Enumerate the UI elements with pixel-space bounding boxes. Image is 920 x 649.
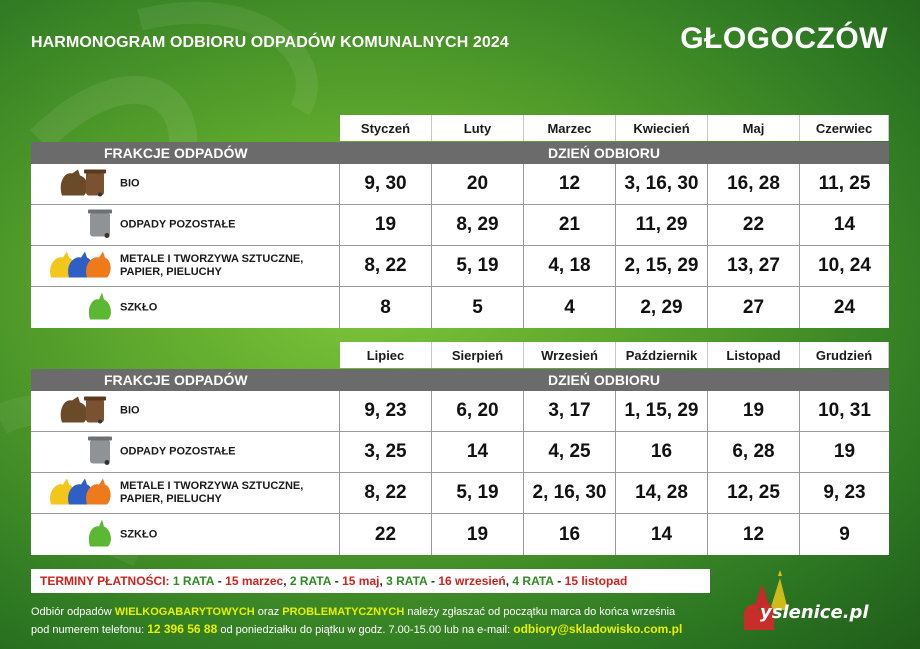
months-header-row [340,115,889,141]
payment-installment-4: 4 RATA [512,574,554,588]
logo-text: yslenice.pl [760,602,869,623]
green-bag-icon [88,516,114,553]
grey-bin-icon [87,434,113,471]
pickup-day-cell: 12 [708,514,800,555]
table-body [31,164,889,328]
payment-installment-2: 2 RATA [289,574,332,588]
schedule-table-jan-jun [31,115,889,340]
fractions-label: FRAKCJE ODPADÓW [104,145,248,161]
pickup-day-cell: 4 [524,287,616,328]
table-header-band [31,369,889,391]
pickup-day-cell: 14 [432,432,524,472]
pickup-day-cell: 5, 19 [432,246,524,286]
pickup-day-cell: 14, 28 [616,473,708,513]
pickup-day-cell: 2, 15, 29 [616,246,708,286]
bio-bag-and-bin-icon [58,166,108,203]
pickup-day-cell: 27 [708,287,800,328]
pickup-day-cell: 22 [340,514,432,555]
pickup-day-cell: 9, 23 [823,482,866,503]
pickup-day-cell: 6, 28 [708,432,800,472]
pickup-day-cell: 22 [708,205,800,245]
fraction-cell [31,287,340,328]
pickup-day-cell: 9, 30 [340,164,432,204]
payment-date-2: 15 maj [342,574,380,588]
pickup-day-cell: 5, 19 [432,473,524,513]
month-header: Sierpień [432,342,524,368]
table-body [31,391,889,555]
months-header-row [340,342,889,368]
page-title: HARMONOGRAM ODBIORU ODPADÓW KOMUNALNYCH 2024 [31,34,509,51]
pickup-day-cell: 19 [432,514,524,555]
month-header: Listopad [708,342,800,368]
table-row [31,246,889,287]
table-row [31,473,889,514]
pickup-day-cell: 8 [340,287,432,328]
table-row [31,205,889,246]
pickup-day-cell: 16 [616,432,708,472]
pickup-day-cell: 10, 31 [818,400,871,421]
fraction-cell [31,432,340,472]
phone-number[interactable]: 12 396 56 88 [147,622,218,636]
pickup-day-label: DZIEŃ ODBIORU [548,372,660,388]
green-bag-icon [88,289,114,326]
pickup-day-cell: 13, 27 [708,246,800,286]
pickup-day-label: DZIEŃ ODBIORU [548,145,660,161]
pickup-day-cell: 4, 18 [524,246,616,286]
bio-bag-and-bin-icon [58,393,108,430]
grey-bin-icon [87,207,113,244]
payment-date-1: 15 marzec [225,574,284,588]
fractions-label: FRAKCJE ODPADÓW [104,372,248,388]
schedule-table-jul-dec [31,342,889,560]
pickup-day-cell: 16 [524,514,616,555]
footer-info [31,604,731,639]
month-header: Czerwiec [800,115,889,141]
footer-line-1: Odbiór odpadów WIELKOGABARYTOWYCH oraz PROBLEMATYCZNYCH należy zgłaszać od początku marca do końca września [31,606,676,618]
footer-line-2: pod numerem telefonu: 12 396 56 88 od poniedziałku do piątku w godz. 7.00-15.00 lub na e-mail: odbiory@skladowisko.com.pl [31,622,683,636]
pickup-day-cell: 16, 28 [708,164,800,204]
pickup-day-cell: 24 [833,296,856,318]
email-link[interactable]: odbiory@skladowisko.com.pl [513,622,683,636]
pickup-day-cell: 20 [432,164,524,204]
fraction-label: BIO [120,177,140,190]
pickup-day-cell: 14 [833,214,856,235]
fraction-label: METALE I TWORZYWA SZTUCZNE, PAPIER, PIELUCHY [120,253,304,278]
pickup-day-cell: 9 [839,523,850,545]
table-header-band [31,142,889,164]
myslenice-logo[interactable] [742,568,892,638]
month-header: Luty [432,115,524,141]
pickup-day-cell: 12, 25 [708,473,800,513]
fraction-label: SZKŁO [120,528,158,540]
pickup-day-cell: 3, 17 [524,391,616,431]
pickup-day-cell: 11, 29 [616,205,708,245]
month-header: Kwiecień [616,115,708,141]
fraction-label: SZKŁO [120,301,158,313]
problematic-waste-highlight: PROBLEMATYCZNYCH [282,606,405,618]
bulky-waste-highlight: WIELKOGABARYTOWYCH [114,606,255,618]
month-header: Lipiec [340,342,432,368]
month-header: Wrzesień [524,342,616,368]
city-name: GŁOGOCZÓW [680,22,888,55]
month-header: Styczeń [340,115,432,141]
pickup-day-cell: 6, 20 [432,391,524,431]
month-header: Maj [708,115,800,141]
pickup-day-cell: 3, 16, 30 [616,164,708,204]
month-header: Październik [616,342,708,368]
fraction-cell [31,473,340,513]
fraction-label: ODPADY POZOSTAŁE [120,218,236,231]
pickup-day-cell: 19 [833,441,856,462]
fraction-cell [31,246,340,286]
pickup-day-cell: 11, 25 [818,173,871,194]
pickup-day-cell: 3, 25 [340,432,432,472]
pickup-day-cell: 12 [524,164,616,204]
payment-installment-1: 1 RATA [172,574,215,588]
table-row [31,432,889,473]
pickup-day-cell: 8, 22 [340,473,432,513]
payment-date-3: 16 wrzesień [438,574,506,588]
pickup-day-cell: 2, 16, 30 [524,473,616,513]
fraction-label: ODPADY POZOSTAŁE [120,445,236,458]
fraction-cell [31,391,340,431]
table-row [31,514,889,555]
pickup-day-cell: 14 [616,514,708,555]
pickup-day-cell: 10, 24 [818,255,871,276]
pickup-day-cell: 2, 29 [616,287,708,328]
pickup-day-cell: 19 [708,391,800,431]
table-row [31,164,889,205]
pickup-day-cell: 9, 23 [340,391,432,431]
yellow-blue-orange-bags-icon [49,475,111,512]
pickup-day-cell: 8, 29 [432,205,524,245]
payment-installment-3: 3 RATA [386,574,428,588]
pickup-day-cell: 1, 15, 29 [616,391,708,431]
pickup-day-cell: 8, 22 [340,246,432,286]
yellow-blue-orange-bags-icon [49,248,111,285]
pickup-day-cell: 5 [432,287,524,328]
pickup-day-cell: 19 [340,205,432,245]
fraction-cell [31,514,340,555]
month-header: Grudzień [800,342,889,368]
pickup-day-cell: 21 [524,205,616,245]
fraction-label: METALE I TWORZYWA SZTUCZNE, PAPIER, PIELUCHY [120,480,304,505]
pickup-day-cell: 4, 25 [524,432,616,472]
month-header: Marzec [524,115,616,141]
fraction-cell [31,164,340,204]
payment-label: TERMINY PŁATNOŚCI: [40,574,170,588]
table-row [31,391,889,432]
payment-date-4: 15 listopad [564,574,628,588]
fraction-label: BIO [120,404,140,417]
payment-deadlines: TERMINY PŁATNOŚCI: 1 RATA - 15 marzec , 2 RATA - 15 maj , 3 RATA - 16 wrzesień , 4 RATA - 15 listopad [31,569,710,593]
table-row [31,287,889,328]
fraction-cell [31,205,340,245]
